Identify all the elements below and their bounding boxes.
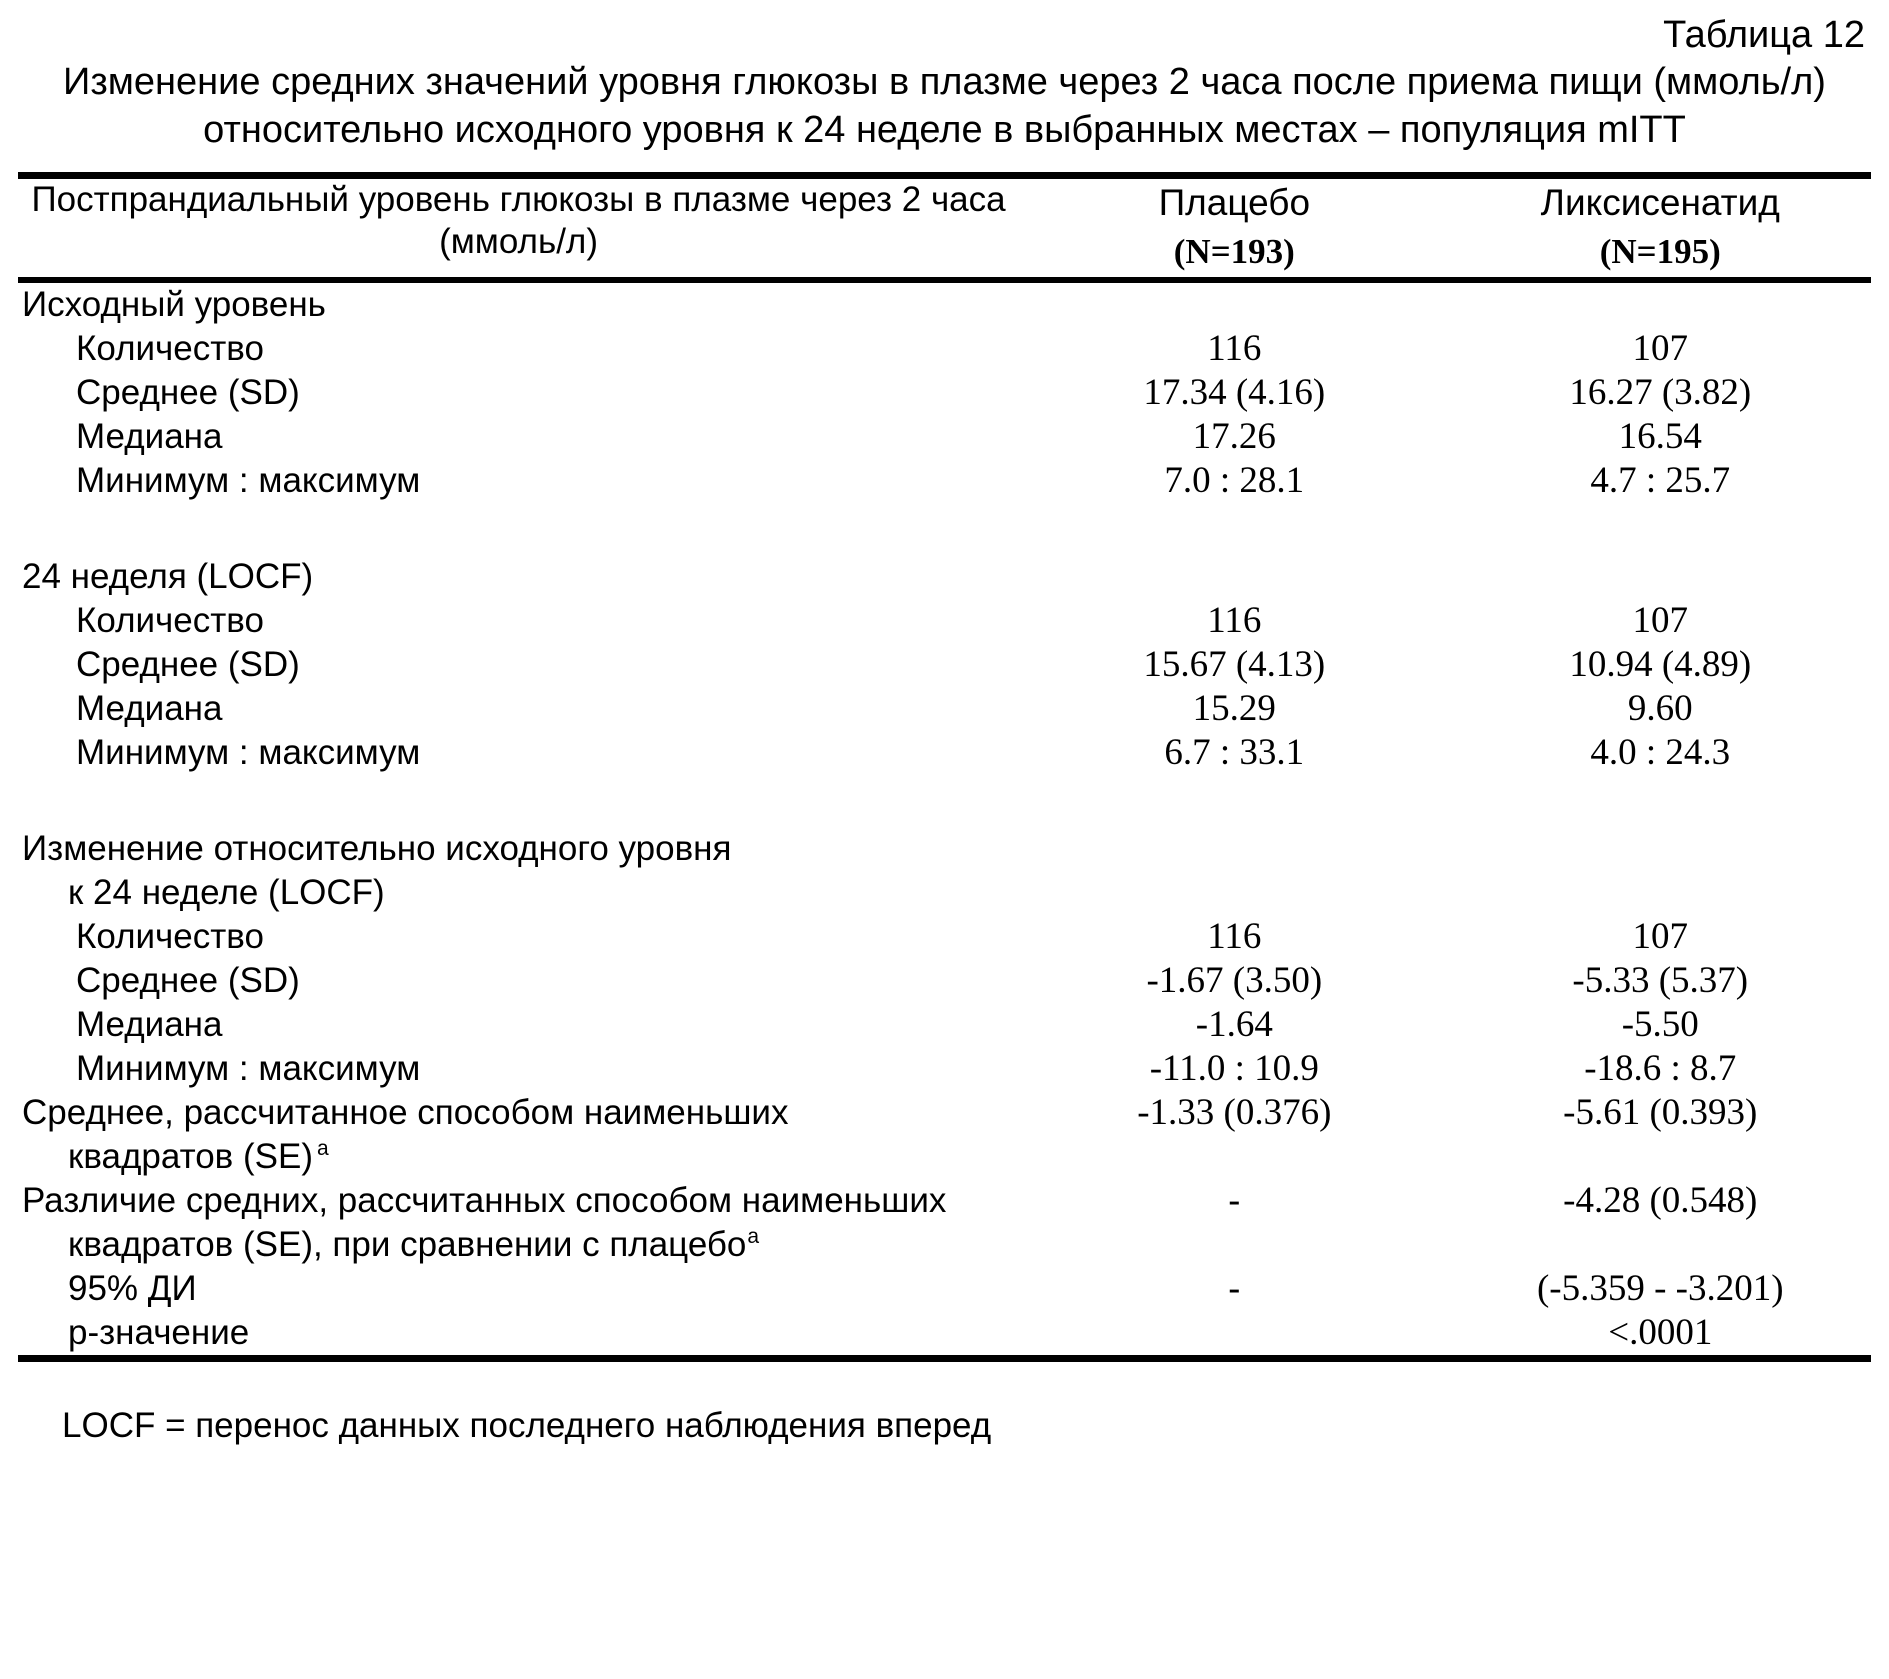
- row-label-mean-sd: Среднее (SD): [76, 373, 300, 412]
- row-label-count: Количество: [76, 917, 264, 956]
- value-placebo-count: 116: [1207, 328, 1262, 369]
- value-placebo-mean-sd: 15.67 (4.13): [1143, 644, 1326, 685]
- value-lixisenatide-ls-difference: -4.28 (0.548): [1563, 1180, 1758, 1221]
- value-placebo-median: -1.64: [1195, 1004, 1273, 1045]
- footnote-marker-a: a: [316, 1137, 329, 1161]
- header-col-placebo-name: Плацебо: [1158, 182, 1311, 223]
- row-label-ls-difference-line2-text: квадратов (SE), при сравнении с плацебо: [68, 1225, 747, 1264]
- table-footnote: LOCF = перенос данных последнего наблюдения вперед: [62, 1406, 992, 1445]
- section-gap: [18, 775, 1871, 827]
- row-label-ls-difference: [18, 1179, 1019, 1267]
- row-label-ls-mean-line2: [22, 1135, 1019, 1179]
- table-row: [18, 643, 1871, 687]
- header-col-lixisenatide-name: Ликсисенатид: [1540, 182, 1780, 223]
- row-label-ls-mean-line2-text: квадратов (SE): [68, 1137, 313, 1176]
- row-label-mean-sd: Среднее (SD): [76, 961, 300, 1000]
- table-row: [18, 915, 1871, 959]
- value-placebo-median: 15.29: [1192, 688, 1276, 729]
- value-placebo-ls-mean: -1.33 (0.376): [1137, 1092, 1332, 1133]
- value-lixisenatide-min-max: 4.7 : 25.7: [1590, 460, 1731, 501]
- header-col-lixisenatide-n: (N=195): [1599, 232, 1721, 271]
- table-row: [18, 1047, 1871, 1091]
- table-row-ls-difference: [18, 1179, 1871, 1267]
- table-header: [18, 179, 1871, 277]
- spacer-cell: [1450, 827, 1871, 915]
- title-block: [18, 0, 1871, 154]
- value-lixisenatide-count: 107: [1632, 328, 1689, 369]
- row-label-median: Медиана: [76, 417, 223, 456]
- statistics-table: [18, 179, 1871, 277]
- section-gap: [18, 503, 1871, 555]
- value-lixisenatide-confidence-interval: (-5.359 - -3.201): [1536, 1268, 1784, 1309]
- table-top-rule: [18, 172, 1871, 179]
- table-row-ls-mean: [18, 1091, 1871, 1179]
- value-placebo-mean-sd: 17.34 (4.16): [1143, 372, 1326, 413]
- row-label-p-value: p-значение: [68, 1313, 250, 1352]
- table-row: [18, 687, 1871, 731]
- row-label-ls-difference-line2: [22, 1223, 1019, 1267]
- value-placebo-count: 116: [1207, 916, 1262, 957]
- spacer-cell: [1019, 283, 1449, 327]
- table-row: [18, 327, 1871, 371]
- row-label-mean-sd: Среднее (SD): [76, 645, 300, 684]
- table-row: [18, 415, 1871, 459]
- row-label-min-max: Минимум : максимум: [76, 733, 421, 772]
- value-lixisenatide-min-max: -18.6 : 8.7: [1584, 1048, 1737, 1089]
- table-bottom-rule: [18, 1355, 1871, 1362]
- value-lixisenatide-mean-sd: 16.27 (3.82): [1569, 372, 1752, 413]
- table-row: [18, 959, 1871, 1003]
- table-row-p-value: [18, 1311, 1871, 1355]
- value-lixisenatide-count: 107: [1632, 916, 1689, 957]
- value-lixisenatide-median: 9.60: [1627, 688, 1693, 729]
- section-heading-label: [18, 827, 1019, 915]
- section-heading-baseline: [18, 283, 1871, 327]
- value-lixisenatide-ls-mean: -5.61 (0.393): [1563, 1092, 1758, 1133]
- value-placebo-min-max: 6.7 : 33.1: [1164, 732, 1305, 773]
- section-heading-line1: Изменение относительно исходного уровня: [22, 829, 732, 868]
- header-row-label: Постпрандиальный уровень глюкозы в плазме через 2 часа (ммоль/л): [31, 180, 1006, 261]
- spacer-cell: [1450, 555, 1871, 599]
- row-label-ls-difference-line1: Различие средних, рассчитанных способом наименьших: [22, 1181, 947, 1220]
- row-label-count: Количество: [76, 329, 264, 368]
- table-row: [18, 731, 1871, 775]
- header-col-lixisenatide: [1450, 179, 1871, 277]
- value-lixisenatide-median: 16.54: [1618, 416, 1702, 457]
- value-placebo-count: 116: [1207, 600, 1262, 641]
- value-placebo-median: 17.26: [1192, 416, 1276, 457]
- value-lixisenatide-p-value: <.0001: [1608, 1312, 1713, 1353]
- value-lixisenatide-min-max: 4.0 : 24.3: [1590, 732, 1731, 773]
- row-label-ls-mean: [18, 1091, 1019, 1179]
- row-label-median: Медиана: [76, 1005, 223, 1044]
- row-label-min-max: Минимум : максимум: [76, 1049, 421, 1088]
- table-caption: Изменение средних значений уровня глюкозы в плазме через 2 часа после приема пищи (ммоль/л) относительно исходного уровня к 24 неделе в выбранных местах – популяция mITT: [63, 61, 1826, 151]
- statistics-table-body: [18, 283, 1871, 1355]
- footnote-marker-a: a: [747, 1225, 760, 1249]
- value-lixisenatide-median: -5.50: [1621, 1004, 1699, 1045]
- row-label-ls-mean-line1: Среднее, рассчитанное способом наименьших: [22, 1093, 789, 1132]
- header-col-placebo: [1019, 179, 1449, 277]
- table-number: Таблица 12: [1663, 14, 1865, 56]
- section-heading-change: [18, 827, 1871, 915]
- value-lixisenatide-mean-sd: -5.33 (5.37): [1572, 960, 1749, 1001]
- spacer-cell: [1019, 827, 1449, 915]
- table-row-confidence-interval: [18, 1267, 1871, 1311]
- row-label-median: Медиана: [76, 689, 223, 728]
- section-heading-week24: [18, 555, 1871, 599]
- header-col-placebo-n: (N=193): [1173, 232, 1295, 271]
- value-placebo-ls-difference: -: [1228, 1180, 1241, 1221]
- row-label-min-max: Минимум : максимум: [76, 461, 421, 500]
- section-heading-label: 24 неделя (LOCF): [22, 557, 314, 596]
- table-row: [18, 1003, 1871, 1047]
- value-placebo-p-value: [1019, 1311, 1449, 1355]
- row-label-count: Количество: [76, 601, 264, 640]
- value-placebo-mean-sd: -1.67 (3.50): [1146, 960, 1323, 1001]
- table-row: [18, 599, 1871, 643]
- value-lixisenatide-count: 107: [1632, 600, 1689, 641]
- spacer-cell: [1450, 283, 1871, 327]
- spacer-cell: [1019, 555, 1449, 599]
- row-label-confidence-interval: 95% ДИ: [68, 1269, 197, 1308]
- value-placebo-min-max: 7.0 : 28.1: [1164, 460, 1305, 501]
- header-row: [18, 179, 1871, 277]
- section-heading-line2: к 24 неделе (LOCF): [68, 873, 385, 912]
- table-row: [18, 459, 1871, 503]
- value-placebo-confidence-interval: -: [1228, 1268, 1241, 1309]
- table-row: [18, 371, 1871, 415]
- value-lixisenatide-mean-sd: 10.94 (4.89): [1569, 644, 1752, 685]
- section-heading-label: Исходный уровень: [22, 285, 326, 324]
- value-placebo-min-max: -11.0 : 10.9: [1149, 1048, 1319, 1089]
